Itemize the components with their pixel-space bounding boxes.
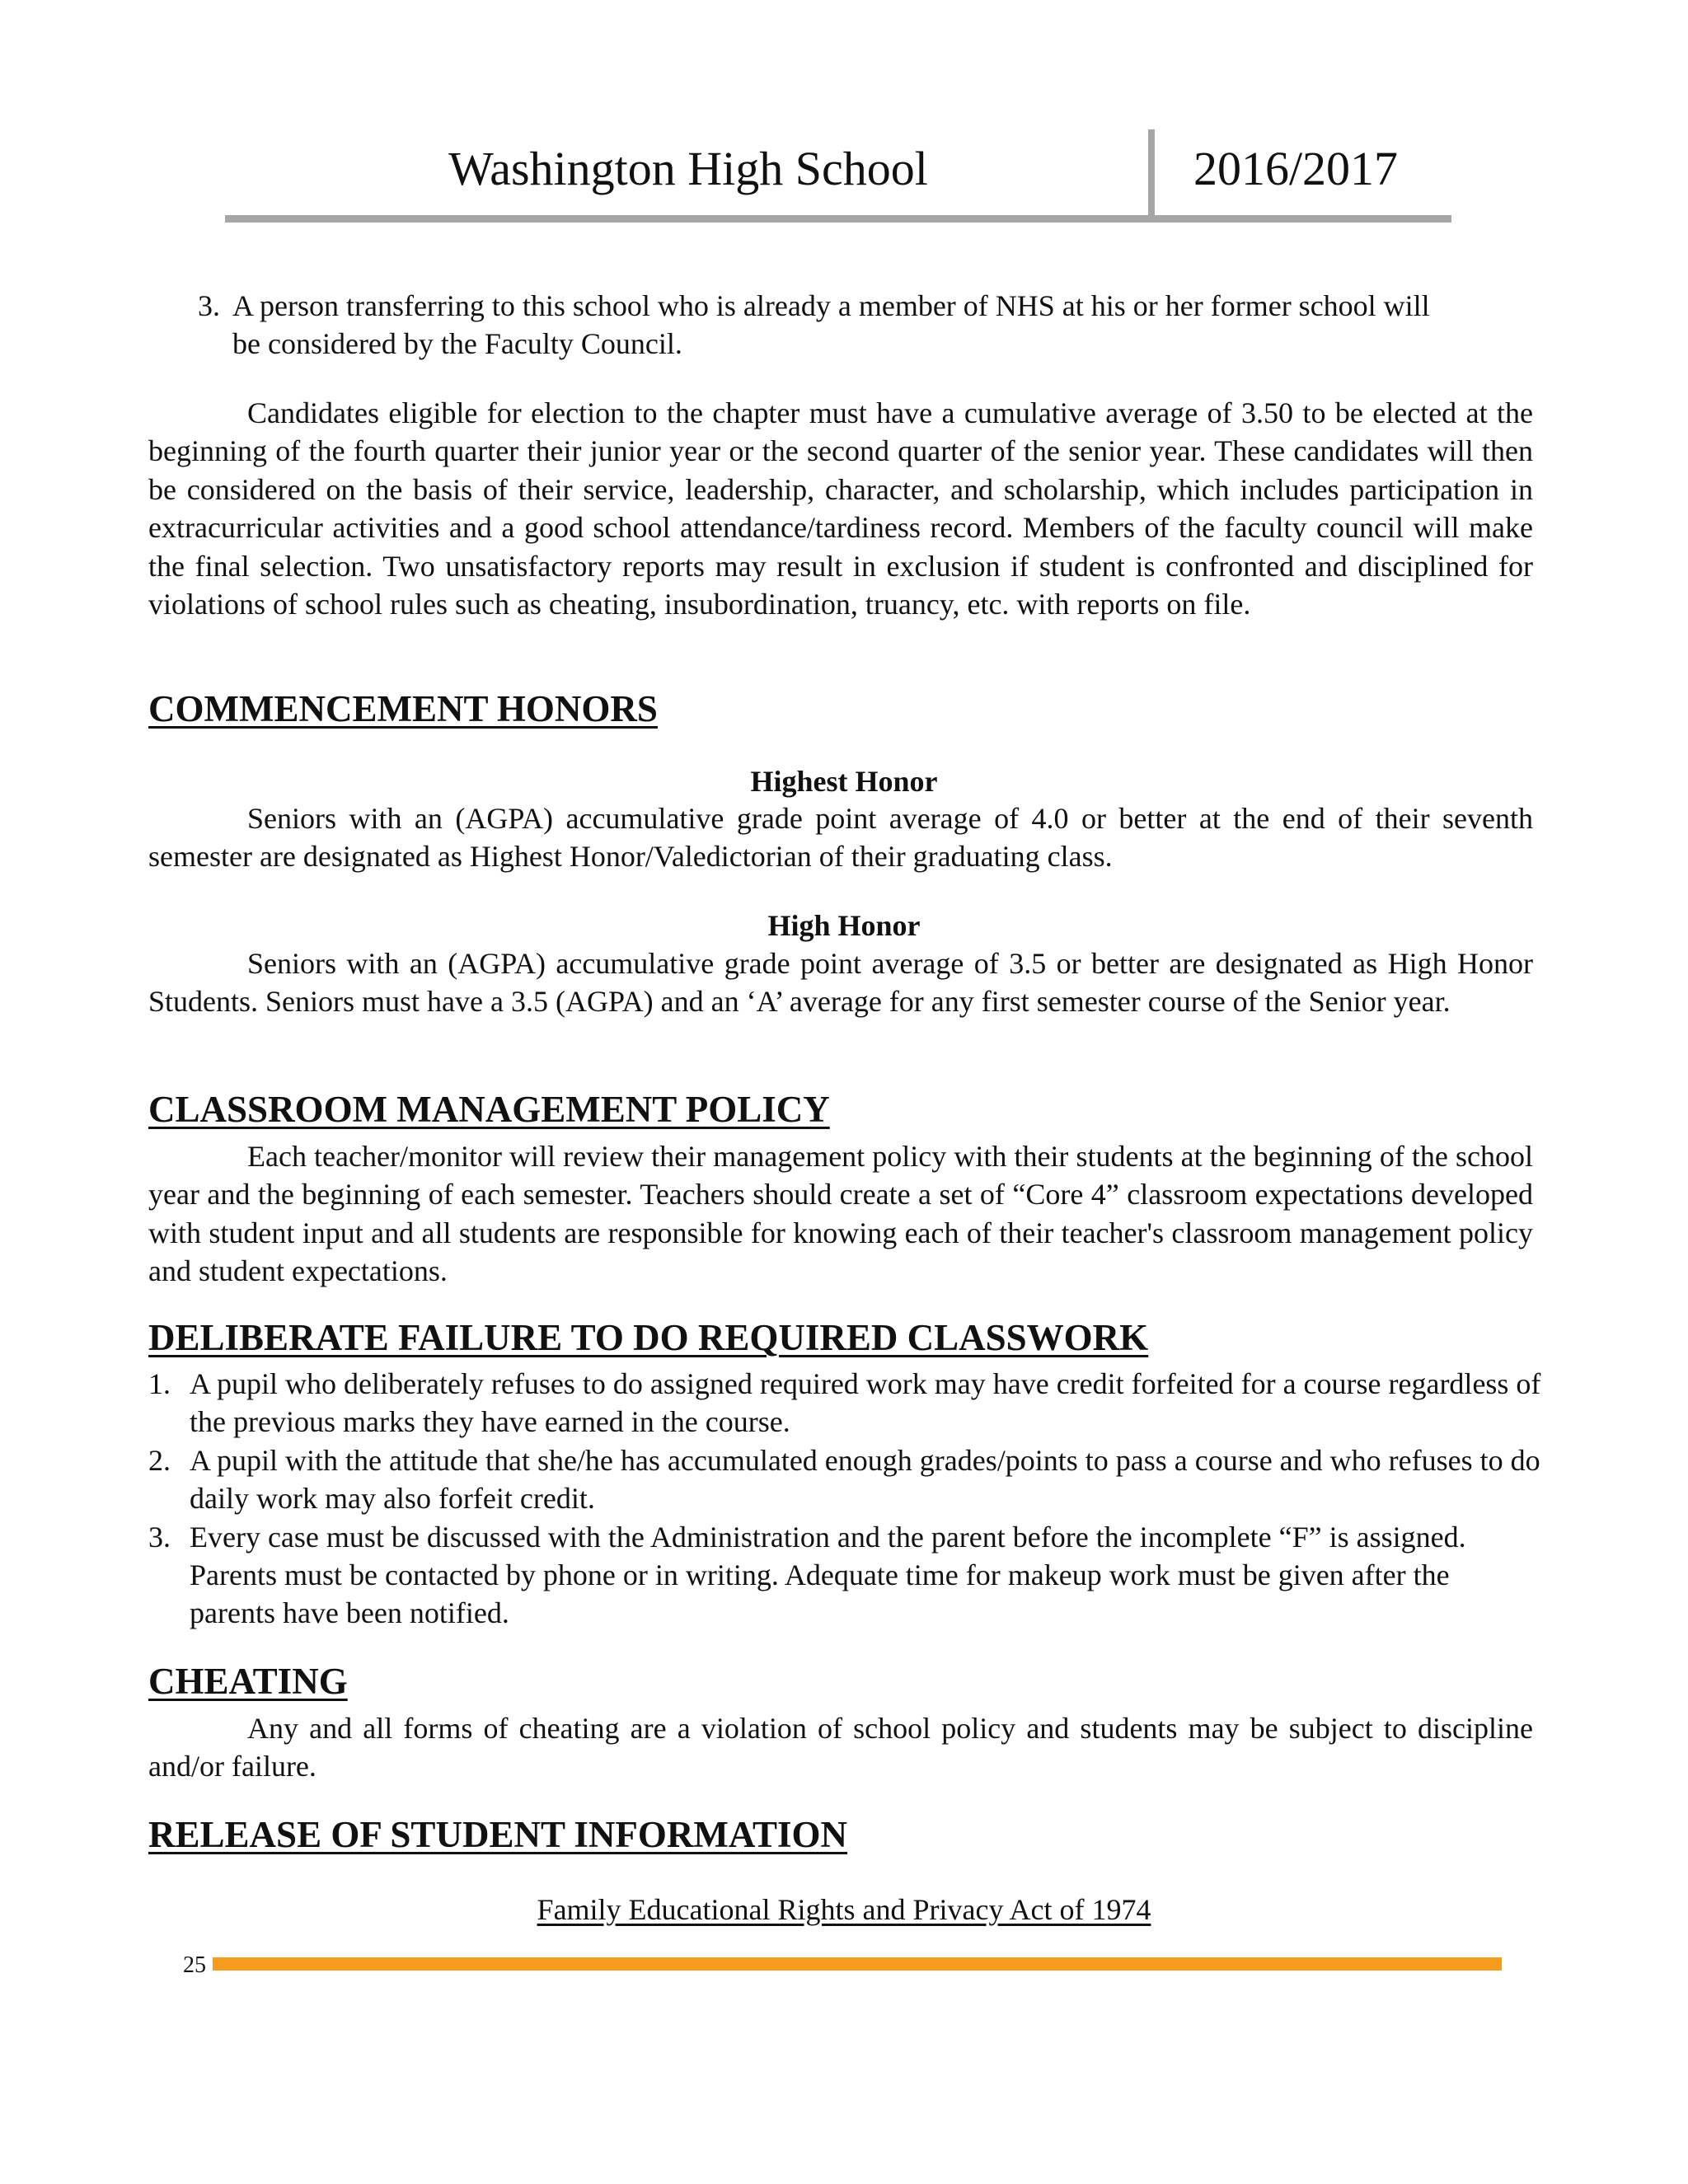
paragraph-text: Seniors with an (AGPA) accumulative grade point average of 4.0 or better at the end of their seventh semester are designated as Highest Honor/Valedictorian of their graduating class.	[148, 802, 1533, 874]
highest-honor-subheading: Highest Honor	[750, 765, 938, 798]
document-title: Washington High School	[448, 142, 928, 195]
classroom-management-heading: CLASSROOM MANAGEMENT POLICY	[148, 1089, 830, 1130]
high-honor-paragraph	[148, 944, 1533, 1021]
list-item-text: Every case must be discussed with the Administration and the parent before the incomplete “F” is assigned. Parents must be contacted by phone or in writing. Adequate time for makeup work must be given after the parents have been notified.	[190, 1520, 1466, 1630]
deliberate-failure-heading: DELIBERATE FAILURE TO DO REQUIRED CLASSWORK	[148, 1317, 1149, 1358]
highest-honor-paragraph	[148, 799, 1533, 876]
nhs-list	[198, 287, 1434, 363]
list-number: 3.	[148, 1520, 171, 1554]
ferpa-link[interactable]: Family Educational Rights and Privacy Act of 1974	[537, 1893, 1151, 1926]
commencement-honors-heading: COMMENCEMENT HONORS	[148, 688, 658, 729]
deliberate-failure-list	[148, 1365, 1541, 1633]
paragraph-text: Seniors with an (AGPA) accumulative grade point average of 3.5 or better are designated as High Honor Students. Seniors must have a 3.5 (AGPA) and an ‘A’ average for any first semester course of the Senior year.	[148, 947, 1533, 1019]
list-item-text: A pupil who deliberately refuses to do assigned required work may have credit forfeited for a course regardless of the previous marks they have earned in the course.	[190, 1367, 1541, 1439]
page-number: 25	[183, 1952, 206, 1978]
list-item	[148, 1518, 1541, 1633]
list-item	[148, 1441, 1541, 1518]
list-item	[198, 287, 1434, 363]
paragraph-text: Any and all forms of cheating are a violation of school policy and students may be subject to discipline and/or failure.	[148, 1712, 1533, 1783]
cheating-paragraph	[148, 1709, 1533, 1786]
list-number: 1.	[148, 1367, 171, 1400]
paragraph-text: Candidates eligible for election to the chapter must have a cumulative average of 3.50 to be elected at the beginning of the fourth quarter their junior year or the second quarter of the senior year. These candidates will then be considered on the basis of their service, leadership, character, and scholarship, which includes participation in extracurricular activities and a good school attendance/tardiness record. Members of the faculty council will make the final selection. Two unsatisfactory reports may result in exclusion if student is confronted and disciplined for violations of school rules such as cheating, insubordination, truancy, etc. with reports on file.	[148, 396, 1533, 621]
list-item	[148, 1365, 1541, 1441]
cheating-heading: CHEATING	[148, 1661, 348, 1702]
list-number: 3.	[198, 289, 220, 322]
footer-bar	[213, 1957, 1502, 1971]
list-item-text: A pupil with the attitude that she/he has accumulated enough grades/points to pass a course and who refuses to do daily work may also forfeit credit.	[190, 1443, 1540, 1516]
high-honor-subheading: High Honor	[767, 909, 921, 942]
school-year: 2016/2017	[1193, 142, 1399, 195]
classroom-management-paragraph	[148, 1137, 1533, 1291]
nhs-eligibility-paragraph	[148, 394, 1533, 623]
header-divider	[1148, 129, 1155, 218]
list-number: 2.	[148, 1443, 171, 1477]
paragraph-text: Each teacher/monitor will review their management policy with their students at the beginning of the school year and the beginning of each semester. Teachers should create a set of “Core 4” classroom expectations developed with student input and all students are responsible for knowing each of their teacher's classroom management policy and student expectations.	[148, 1140, 1533, 1288]
release-info-heading: RELEASE OF STUDENT INFORMATION	[148, 1814, 848, 1855]
header-rule	[225, 215, 1451, 223]
list-item-text: A person transferring to this school who is already a member of NHS at his or her former school will be considered by the Faculty Council.	[232, 289, 1430, 361]
